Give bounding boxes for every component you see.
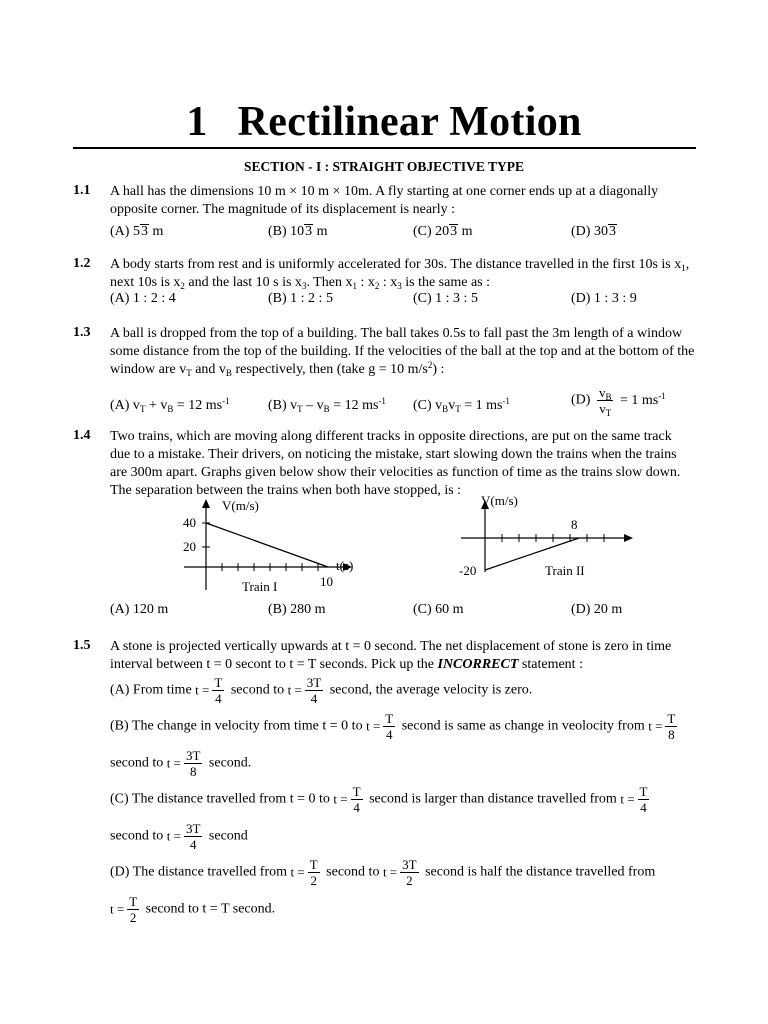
q3-option-b[interactable]: (B) $v_T - v_B = 12$ $ms^{-1}$ [268,396,386,414]
q3-line1: A ball is dropped from the top of a building. The ball takes 0.5s to fall past the 3m length of a window [110,326,683,341]
q1-line1: A hall has the dimensions 10 m × 10 m × 10m. A fly starting at one corner ends up at a diagonally [110,184,659,199]
q3-text [110,325,705,379]
q5-line1: A stone is projected vertically upwards at t = 0 second. The net displacement of stone is zero in time [110,639,672,654]
train2-velocity-graph [455,490,655,590]
q1-option-c[interactable]: (C) 203 m [413,224,473,239]
q2-option-c[interactable]: (C) 1 : 3 : 5 [413,291,478,306]
q5-option-b[interactable]: (B) The change in velocity from time t = 0 to t = $\frac{T}{4}$ second is same as change in veolocity from t = $\frac{T}{8}$ [110,711,676,742]
q2-text [110,256,705,292]
train1-name: Train I [242,579,278,594]
train1-velocity-line [206,523,328,567]
q1-option-d[interactable]: (D) 303 [571,224,616,239]
q5-option-d-cont: t = $\frac{T}{2}$ second to t = T second. [110,894,276,925]
sqrt-symbol: 3 [140,224,148,239]
q3-option-d[interactable]: (D) $\frac{v_B}{v_T}$ = 1 $ms^{-1}$ [571,385,666,418]
train1-y-arrow [202,499,210,508]
train1-label-40: 40 [183,515,196,530]
q1-number: 1.1 [73,183,91,198]
q3-number: 1.3 [73,325,91,340]
train2-label-m20: -20 [459,563,477,578]
q1-option-b[interactable]: (B) 103 m [268,224,328,239]
q5-option-c[interactable]: (C) The distance travelled from t = 0 to t = $\frac{T}{4}$ second is larger than distance travelled from t = $\frac{T}{4}$ [110,784,648,815]
q4-number: 1.4 [73,428,91,443]
section-heading: SECTION - I : STRAIGHT OBJECTIVE TYPE [243,159,525,174]
q2-option-b[interactable]: (B) 1 : 2 : 5 [268,291,333,306]
q1-text [110,183,700,219]
train2-name: Train II [545,563,585,578]
q4-line4: The separation between the trains when both have stopped, is : [110,483,462,498]
train1-label-10: 10 [320,574,333,589]
chapter-name: Rectilinear Motion [237,99,582,145]
q5-option-d[interactable]: (D) The distance travelled from t = $\frac{T}{2}$ second to t = $\frac{3T}{2}$ second is half the distance travelled from [110,857,656,888]
q4-line3: are 300m apart. Graphs given below show their velocities as function of time as the trains slow down. [110,465,681,480]
sqrt-symbol: 3 [608,224,616,239]
q4-option-b[interactable]: (B) 280 m [268,602,326,617]
q4-option-d[interactable]: (D) 20 m [571,602,623,617]
chapter-number: 1 [186,99,208,145]
q3-option-a[interactable]: (A) $v_T + v_B = 12$ $ms^{-1}$ [110,396,230,414]
train1-label-20: 20 [183,539,196,554]
train1-ylabel: V(m/s) [222,498,259,513]
q2-number: 1.2 [73,256,91,271]
q2-option-a[interactable]: (A) 1 : 2 : 4 [110,291,176,306]
train1-xlabel: t(s) [336,558,354,573]
q1-option-a[interactable]: (A) 53 m [110,224,164,239]
fraction: $\frac{v_B}{v_T}$ [598,385,612,418]
q1-line2: opposite corner. The magnitude of its displacement is nearly : [110,202,455,217]
train2-ylabel: V(m/s) [481,493,518,508]
q3-line3: window are $v_T$ and $v_B$ respectively, then (take g = 10 $m/s^2$) : [110,360,445,378]
sqrt-symbol: 3 [450,224,458,239]
q5-option-c-cont: second to t = $\frac{3T}{4}$ second [110,821,248,852]
sqrt-symbol: 3 [305,224,313,239]
q5-text [110,638,705,674]
q3-option-c[interactable]: (C) $v_Bv_T = 1$ $ms^{-1}$ [413,396,510,414]
q5-option-b-cont: second to t = $\frac{3T}{8}$ second. [110,748,252,779]
q5-option-a[interactable]: (A) From time t = $\frac{T}{4}$ second to t = $\frac{3T}{4}$ second, the average velocity is zero. [110,675,533,706]
q4-line1: Two trains, which are moving along different tracks in opposite directions, are put on the same track [110,429,672,444]
train2-label-8: 8 [571,517,578,532]
q5-number: 1.5 [73,638,91,653]
train2-x-arrow [624,534,633,542]
q5-line2: interval between t = 0 secont to t = T seconds. Pick up the INCORRECT statement : [110,657,583,672]
q2-line2: next 10s is $x_2$ and the last 10 s is $x_3$. Then $x_1$ : $x_2$ : $x_3$ is the same as : [110,275,490,291]
q2-line1: A body starts from rest and is uniformly accelerated for 30s. The distance travelled in the first 10s is $x_1$, [110,257,690,273]
title-rule [73,147,696,149]
q3-line2: some distance from the top of the building. If the velocities of the ball at the top and at the bottom of the [110,344,695,359]
train1-velocity-graph [170,495,410,600]
q4-option-a[interactable]: (A) 120 m [110,602,169,617]
q2-option-d[interactable]: (D) 1 : 3 : 9 [571,291,637,306]
q4-option-c[interactable]: (C) 60 m [413,602,464,617]
chapter-title [0,98,768,146]
q4-line2: due to a mistake. Their drivers, on noticing the mistake, start slowing down the trains when the trains [110,447,677,462]
